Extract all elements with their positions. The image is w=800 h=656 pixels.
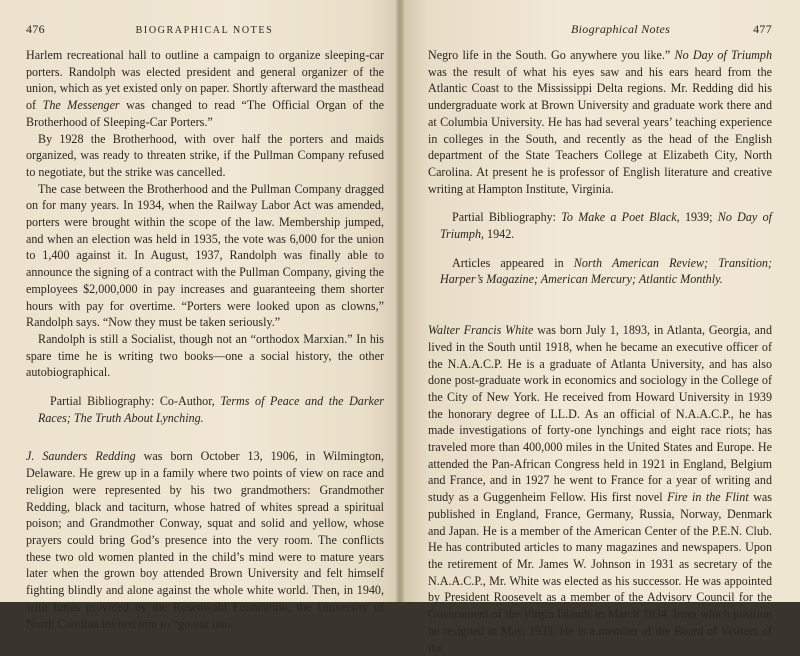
right-page-number: 477 <box>753 22 772 36</box>
left-bibliography: Partial Bibliography: Co-Author, Terms of Peace and the Darker Races; The Truth About Lynching. <box>38 394 384 425</box>
randolph-paragraph: The case between the Brotherhood and the Pullman Company dragged on for many years. In 1934, when the Railway Labor Act was amended, porters were brought within the scope of the law. Membership jumped, and when an election was held in 1935, the vote was 6,000 for the union to 1,400 against it. In August, 1937, Randolph was finally able to announce the signing of a contract with the Pullman Company, giving the employees $2,000,000 in pay increases and guaranteeing them shorter hours with pay for overtime. “Porters were looked upon as clowns,” Randolph says. “Now they must be taken seriously.” <box>26 181 384 330</box>
left-page <box>0 0 398 631</box>
right-page <box>398 0 800 655</box>
left-page-number: 476 <box>26 22 45 36</box>
randolph-paragraph: By 1928 the Brotherhood, with over half the porters and maids organized, was ready to threaten strike, if the Pullman Company refused to negotiate, but the strike was cancelled. <box>26 131 384 179</box>
randolph-paragraph: Harlem recreational hall to outline a campaign to organize sleeping-car porters. Randolph was elected president and general organizer of the union, which as yet existed only on paper. Shortly afterward the masthead of The Messenger was changed to read “The Official Organ of the Brotherhood of Sleeping-Car Porters.” <box>26 48 384 129</box>
right-page-header <box>428 22 772 37</box>
right-running-head: Biographical Notes <box>571 22 671 36</box>
book-gutter <box>396 0 404 602</box>
randolph-paragraph: Randolph is still a Socialist, though not an “orthodox Marxian.” In his spare time he is writing two books—one a social history, the other autobiographical. <box>26 331 384 380</box>
articles-list: Articles appeared in North American Review; Transition; Harper’s Magazine; American Mercury; Atlantic Monthly. <box>440 255 772 287</box>
white-paragraph: Walter Francis White was born July 1, 1893, in Atlanta, Georgia, and lived in the South until 1918, when he became an executive officer of the N.A.A.C.P. He is a graduate of Atlanta University, and has also done post-graduate work in economics and sociology in the College of the City of New York. He received from Howard University in 1939 the honorary degree of LL.D. As an official of N.A.A.C.P., he has made investigations of forty-one lynchings and eight race riots; has traveled more than 400,000 miles in the United States and Europe. He attended the Pan-African Congress held in 1921 in England, Belgium and France, and in 1927 he went to France for a year of writing and study as a Guggenheim Fellow. His first novel Fire in the Flint was published in England, France, Germany, Russia, Norway, Denmark and Japan. He is a member of the American Center of the P.E.N. Club. He has contributed articles to many magazines and newspapers. Upon the retirement of Mr. James W. Johnson in 1931 as secretary of the N.A.A.C.P., Mr. White was elected as his successor. He was appointed by President Roosevelt as a member of the Advisory Council for the Government of the Virgin Islands in March 1934, from which position he resigned in May, 1935. He is a member of the Board of Visitors of the <box>428 323 772 655</box>
randolph-section <box>26 47 384 381</box>
left-running-head: BIOGRAPHICAL NOTES <box>135 25 274 36</box>
right-bibliography: Partial Bibliography: To Make a Poet Black, 1939; No Day of Triumph, 1942. <box>440 210 772 242</box>
redding-continued: Negro life in the South. Go anywhere you like.” No Day of Triumph was the result of what his eyes saw and his ears heard from the Atlantic Coast to the Mississippi Delta regions. Mr. Redding did his undergraduate work at Brown University and graduate work there and at Columbia University. He has had several years’ teaching experience in colleges in the South, and recently as the head of the English department of the State Teachers College at Elizabeth City, North Carolina. At present he is professor of English literature and creative writing at Hampton Institute, Virginia. <box>428 48 772 196</box>
left-page-header <box>26 22 384 37</box>
right-page-body <box>428 47 772 656</box>
redding-paragraph: J. Saunders Redding was born October 13, 1906, in Wilmington, Delaware. He grew up in a family where two points of view on race and religion were represented by his two grandmothers: Grandmother Redding, black and taciturn, whose hatred of whites spread a spiritual poison; and Grandmother Conway, squat and solid and yellow, whose prayers could bring God’s presence into the very room. The conflicts these two old women planted in the child’s mind were to mature years later when the grown boy attended Brown University and felt himself fighting blindly and alone against the whole white world. Then, in 1940, with funds provided by the Rosenwald Foundation, the University of North Carolina invited him to “go out into <box>26 449 384 631</box>
left-page-body <box>26 47 384 632</box>
